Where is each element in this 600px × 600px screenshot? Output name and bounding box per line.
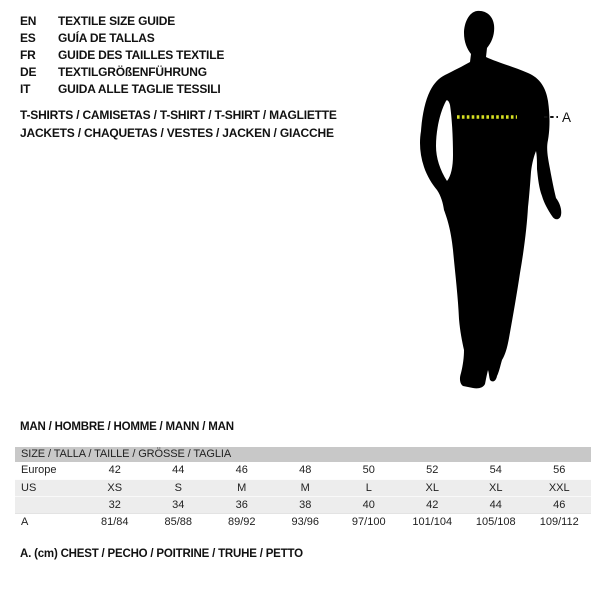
size-cell: 85/88: [164, 516, 193, 528]
language-title: GUIDE DES TAILLES TEXTILE: [58, 48, 225, 62]
size-cell: 42: [426, 499, 439, 511]
size-cell: 52: [426, 464, 439, 476]
row-label: [15, 497, 83, 513]
size-cell: 97/100: [351, 516, 386, 528]
row-label: US: [21, 482, 37, 494]
size-cell: 81/84: [100, 516, 129, 528]
man-standing-silhouette-icon: [420, 11, 561, 388]
size-table: [15, 447, 591, 531]
size-cell: 56: [553, 464, 566, 476]
size-cell: 38: [299, 499, 312, 511]
category-line-jackets: JACKETS / CHAQUETAS / VESTES / JACKEN / GIACCHE: [20, 125, 334, 140]
size-cell: 44: [172, 464, 185, 476]
size-cell: XL: [489, 482, 503, 494]
language-code: IT: [20, 82, 31, 96]
size-cell: XS: [107, 482, 123, 494]
size-cell: 101/104: [412, 516, 453, 528]
size-cell: 46: [235, 464, 248, 476]
measure-label-a: A: [562, 110, 572, 125]
size-cell: 44: [489, 499, 502, 511]
table-row-numeric: [15, 496, 591, 513]
table-row-us: [15, 479, 591, 496]
size-cell: 32: [108, 499, 121, 511]
language-list: [20, 13, 224, 98]
language-title: TEXTILGRÖßENFÜHRUNG: [58, 65, 207, 79]
category-line-tshirts: T-SHIRTS / CAMISETAS / T-SHIRT / T-SHIRT / MAGLIETTE: [20, 108, 337, 122]
language-title: GUÍA DE TALLAS: [58, 31, 155, 45]
size-cell: L: [365, 482, 372, 494]
size-cell: 109/112: [539, 516, 579, 528]
size-cell: 93/96: [291, 516, 320, 528]
table-row-chest-cm: [15, 513, 591, 531]
measurement-footnote: A. (cm) CHEST / PECHO / POITRINE / TRUHE / PETTO: [20, 548, 303, 560]
row-label: A: [21, 516, 29, 528]
size-cell: 46: [553, 499, 566, 511]
section-heading: MAN / HOMBRE / HOMME / MANN / MAN: [20, 421, 234, 433]
table-header: SIZE / TALLA / TAILLE / GRÖSSE / TAGLIA: [15, 447, 591, 462]
size-cell: M: [237, 482, 247, 494]
size-cell: M: [300, 482, 310, 494]
size-cell: 89/92: [227, 516, 256, 528]
size-cell: 40: [362, 499, 375, 511]
language-code: FR: [20, 48, 36, 62]
figure-canvas: [390, 0, 600, 410]
language-row-it: [20, 81, 224, 98]
size-cell: 54: [489, 464, 502, 476]
size-cell: 50: [362, 464, 375, 476]
body-measurement-figure: [390, 0, 600, 410]
row-label: Europe: [21, 464, 57, 476]
language-row-fr: [20, 47, 224, 64]
language-row-en: [20, 13, 224, 30]
language-row-es: [20, 30, 224, 47]
language-row-de: [20, 64, 224, 81]
size-cell: 34: [172, 499, 185, 511]
language-title: GUIDA ALLE TAGLIE TESSILI: [58, 82, 221, 96]
language-code: EN: [20, 14, 37, 28]
table-row-europe: [15, 462, 591, 479]
size-cell: XXL: [548, 482, 570, 494]
size-cell: 105/108: [475, 516, 516, 528]
size-cell: S: [174, 482, 182, 494]
size-cell: 36: [235, 499, 248, 511]
size-cell: 42: [108, 464, 121, 476]
size-cell: 48: [299, 464, 312, 476]
language-code: ES: [20, 31, 36, 45]
language-code: DE: [20, 65, 37, 79]
category-list: [20, 107, 337, 142]
language-title: TEXTILE SIZE GUIDE: [58, 14, 176, 28]
size-cell: XL: [425, 482, 439, 494]
